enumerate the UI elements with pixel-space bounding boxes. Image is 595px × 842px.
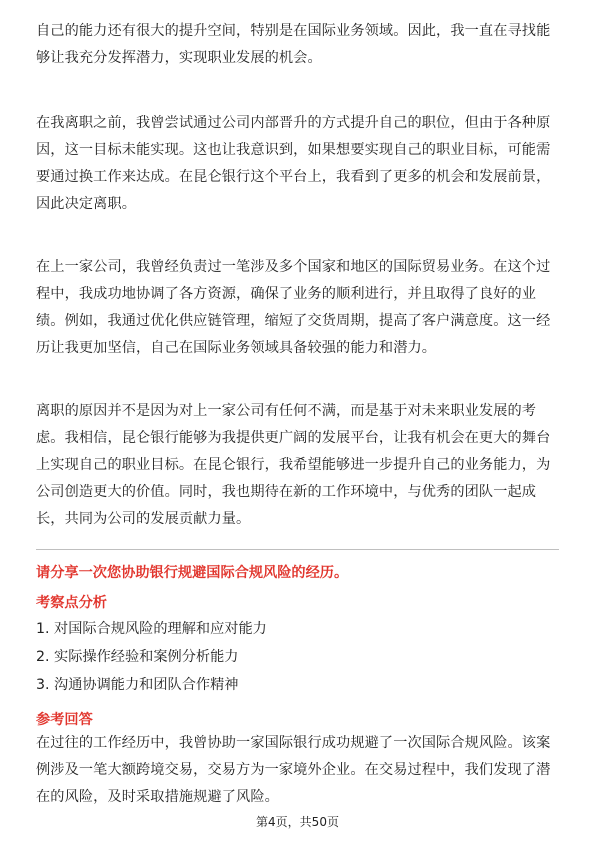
paragraph-line: 在过往的工作经历中，我曾协助一家国际银行成功规避了一次国际合规风险。该案: [36, 735, 551, 751]
paragraph-2: [36, 110, 564, 218]
answer-heading: 参考回答: [36, 712, 93, 728]
analysis-point: 3. 沟通协调能力和团队合作精神: [36, 677, 239, 693]
paragraph-line: 够让我充分发挥潜力，实现职业发展的机会。: [36, 50, 322, 66]
paragraph-line: 要通过换工作来达成。在昆仑银行这个平台上，我看到了更多的机会和发展前景，: [36, 169, 551, 185]
paragraph-4: [36, 398, 564, 533]
section-divider: [36, 549, 559, 550]
paragraph-1: [36, 18, 564, 72]
paragraph-line: 自己的能力还有很大的提升空间，特别是在国际业务领域。因此，我一直在寻找能: [36, 23, 551, 39]
analysis-point: 2. 实际操作经验和案例分析能力: [36, 649, 239, 665]
paragraph-line: 虑。我相信，昆仑银行能够为我提供更广阔的发展平台，让我有机会在更大的舞台: [36, 430, 551, 446]
analysis-heading: 考察点分析: [36, 595, 107, 611]
paragraph-line: 长，共同为公司的发展贡献力量。: [36, 511, 251, 527]
paragraph-line: 绩。例如，我通过优化供应链管理，缩短了交货周期，提高了客户满意度。这一经: [36, 313, 551, 329]
paragraph-line: 在的风险，及时采取措施规避了风险。: [36, 789, 279, 805]
paragraph-line: 在上一家公司，我曾经负责过一笔涉及多个国家和地区的国际贸易业务。在这个过: [36, 259, 551, 275]
paragraph-line: 公司创造更大的价值。同时，我也期待在新的工作环境中，与优秀的团队一起成: [36, 484, 537, 500]
answer-paragraph: [36, 730, 564, 811]
paragraph-line: 因，这一目标未能实现。这也让我意识到，如果想要实现自己的职业目标，可能需: [36, 142, 551, 158]
paragraph-line: 上实现自己的职业目标。在昆仑银行，我希望能够进一步提升自己的业务能力，为: [36, 457, 551, 473]
paragraph-line: 历让我更加坚信，自己在国际业务领域具备较强的能力和潜力。: [36, 340, 437, 356]
page-number: 第4页，共50页: [256, 815, 339, 829]
paragraph-line: 离职的原因并不是因为对上一家公司有任何不满，而是基于对未来职业发展的考: [36, 403, 537, 419]
paragraph-line: 在我离职之前，我曾尝试通过公司内部晋升的方式提升自己的职位，但由于各种原: [36, 115, 551, 131]
paragraph-3: [36, 254, 564, 362]
question-title: 请分享一次您协助银行规避国际合规风险的经历。: [36, 565, 349, 581]
analysis-point: 1. 对国际合规风险的理解和应对能力: [36, 621, 267, 637]
paragraph-line: 例涉及一笔大额跨境交易，交易方为一家境外企业。在交易过程中，我们发现了潜: [36, 762, 551, 778]
paragraph-line: 程中，我成功地协调了各方资源，确保了业务的顺利进行，并且取得了良好的业: [36, 286, 537, 302]
paragraph-line: 因此决定离职。: [36, 196, 137, 212]
